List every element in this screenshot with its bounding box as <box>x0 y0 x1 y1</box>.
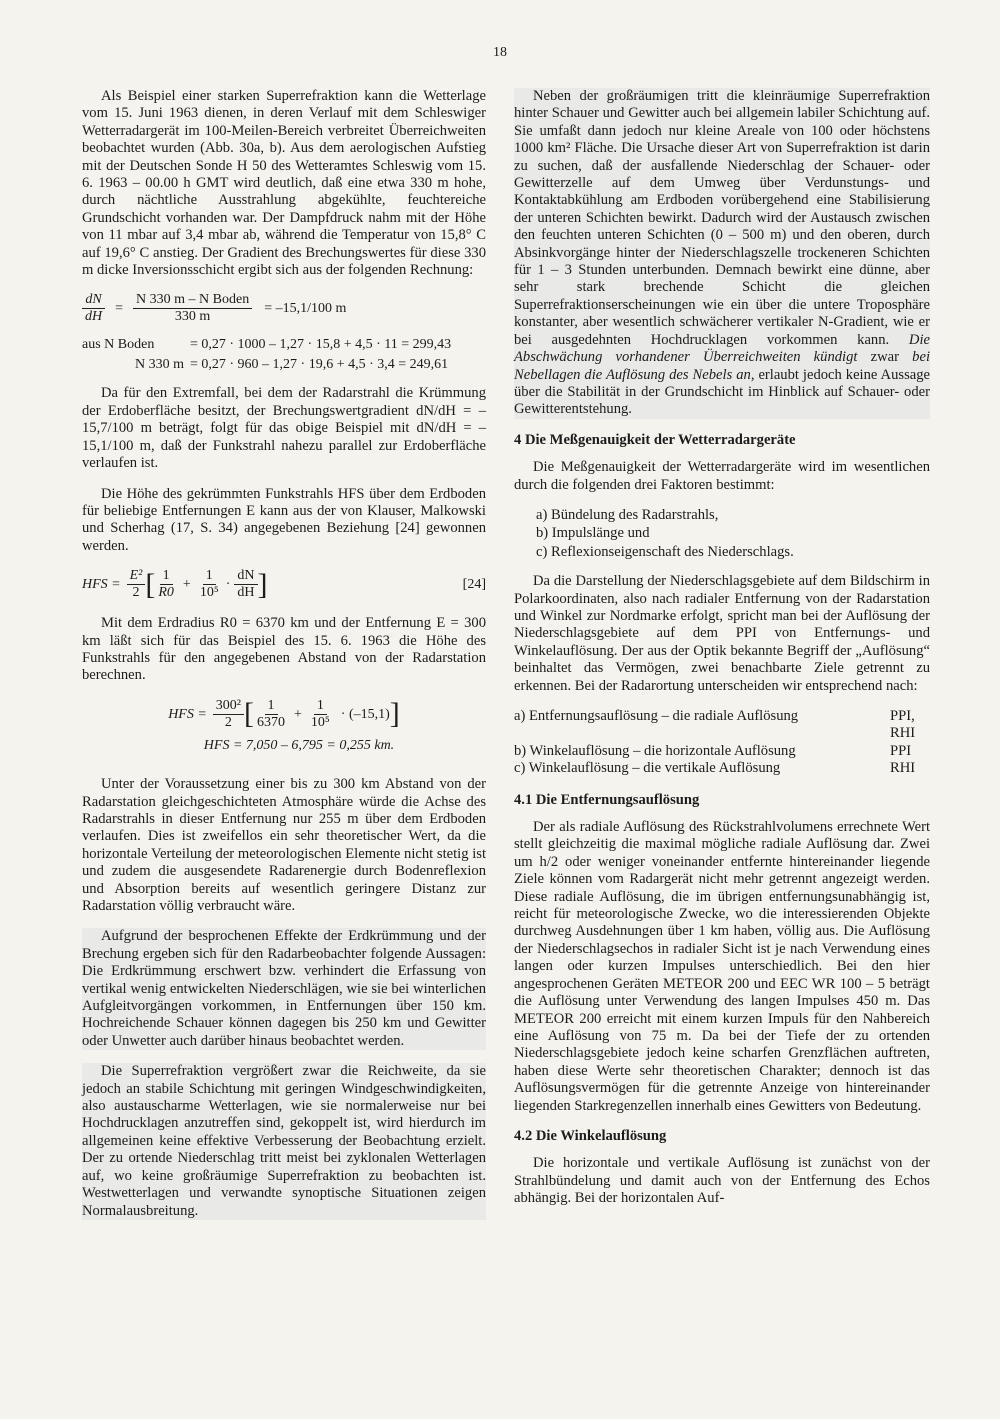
frac-den: 10⁵ <box>310 714 330 730</box>
resolution-list <box>514 708 930 778</box>
formula-example: HFS = $\frac{\text{300²}}{2}$ [ $\frac{1}{6370}$ + $\frac{1}{\text{10⁵}}$ · (–15,1) ] <box>168 697 400 731</box>
calc-expr: = 0,27 · 1000 – 1,27 · 15,8 + 4,5 · 11 = 299,43 <box>190 337 452 353</box>
formula-tail: · (–15,1) <box>340 706 390 722</box>
equation-tag: [24] <box>462 576 486 592</box>
paragraph: Die Höhe des gekrümmten Funkstrahls HFS über dem Erdboden für beliebige Entfernungen E kann aus der von Klauser, Malkowski und Scherhag (17, S. 34) angegebenen Beziehung [24] gewonnen werden. <box>82 485 486 554</box>
formula-result: HFS = 7,050 – 6,795 = 0,255 km. <box>203 737 395 753</box>
frac-num: 1 <box>314 698 327 715</box>
section-heading: 4.1 Die Entfernungsauflösung <box>514 791 700 808</box>
frac-den: dH <box>237 585 255 601</box>
frac-den: dH <box>85 309 103 325</box>
list-item: c) Winkelauflösung – die vertikale Auflösung RHI <box>514 760 916 777</box>
formula-24: HFS = $\frac{\text{E²}}{2}$ [ $\frac{1}{R0}$ + $\frac{1}{\text{10⁵}}$ · $\frac{dN}{dH}$ ] [24] <box>82 567 486 601</box>
paragraph: Da für den Extremfall, bei dem der Radarstrahl die Krümmung der Erdoberfläche besitzt, der Brechungswertgradient dN/dH = –15,7/100 m beträgt, folgt für das obige Beispiel mit dN/dH = –15,1/100 m, daß der Funkstrahl nahezu parallel zur Erdoberfläche verlaufen ist. <box>82 385 486 472</box>
paragraph: Die Meßgenauigkeit der Wetterradargeräte wird im wesentlichen durch die folgenden drei Faktoren bestimmt: <box>514 459 930 493</box>
list-item: b) Impulslänge und <box>536 525 650 542</box>
formula-lhs: HFS = <box>82 576 121 592</box>
calc-label: aus N Boden <box>82 337 155 353</box>
list-item: b) Winkelauflösung – die horizontale Auflösung PPI <box>514 742 912 759</box>
frac-num: E² <box>127 568 146 585</box>
paragraph: Der als radiale Auflösung des Rückstrahlvolumens errechnete Wert stellt gleichzeitig die maximal mögliche radiale Auflösung dar. Zwei um h/2 oder weniger voneinander entfernte hintereinander liegende Ziele können vom Radargerät nicht mehr getrennt angezeigt werden. Diese radiale Auflösung, die im übrigen entfernungsunabhängig ist, reicht für meteorologische Zwecke, wo die interessierenden Objekte durchweg Ausdehnungen über 1 km haben, völlig aus. Die Auflösung der Niederschlagsechos in radialer Sicht ist je nach Verwendung eines langen oder kurzen Impulses unterschiedlich. Bei den hier angesprochenen Geräten METEOR 200 und EEC WR 100 – 5 beträgt die Auflösung unter Verwendung des langen Impulses 450 m. Das METEOR 200 erreicht mit einem kurzen Impuls für den Nahbereich eine Auflösung von 75 m. Da bei der Tiefe der zu ortenden Niederschlagsgebiete jedoch keine scharfen Grenzflächen auftreten, haben diese Werte sehr theoretischen Charakter; dennoch ist das Auflösungsvermögen für die getrennte Anzeige von hintereinander liegenden Starkregenzellen innerhalb eines Gewitters von Bedeutung. <box>514 819 930 1114</box>
calc-expr: = 0,27 · 960 – 1,27 · 19,6 + 4,5 · 3,4 = 249,61 <box>190 357 449 373</box>
paragraph: Da die Darstellung der Niederschlagsgebiete auf dem Bildschirm in Polarkoordinaten, also nach radialer Entfernung von der Radarstation und Winkel zur Nordmarke erfolgt, spricht man bei der Auflösung der Niederschlagsgebiete auf dem PPI von Entfernungs- und Winkelauflösung. Der aus der Optik bekannte Begriff der „Auflösung“ beinhaltet das Vermögen, zwei benachbarte Ziele getrennt zu erkennen. Bei der Radarortung unterscheiden wir entsprechend nach: <box>514 573 930 694</box>
operator: · <box>225 576 231 592</box>
equation-gradient: $\frac{dN}{dH}$ = $\frac{\text{N 330 m – N Boden}}{330 m}$ = –15,1/100 m <box>82 292 486 325</box>
list-item: c) Reflexionseigenschaft des Niederschlags. <box>536 543 794 560</box>
paragraph: Mit dem Erdradius R0 = 6370 km und der Entfernung E = 300 km läßt sich für das Beispiel des 15. 6. 1963 die Höhe des Funkstrahls für den angegebenen Abstand von der Radarstation berechnen. <box>82 615 486 684</box>
frac-num: 300² <box>213 698 244 715</box>
left-column <box>82 88 486 1233</box>
frac-num: dN <box>82 292 104 309</box>
frac-num: 1 <box>265 698 278 715</box>
operator: + <box>294 706 302 722</box>
frac-den: 2 <box>132 585 140 601</box>
right-column <box>514 88 930 1221</box>
paragraph: Die Superrefraktion vergrößert zwar die Reichweite, da sie jedoch an stabile Schichtung mit geringen Windgeschwindigkeiten, also austauscharme Wetterlagen, wie sie normalerweise nur bei Hochdrucklagen anzutreffen sind, gekoppelt ist, wird hierdurch im allgemeinen keine effektive Verbesserung der Beobachtung erzielt. Der zu ortende Niederschlag tritt meist bei zyklonalen Wetterlagen auf, wo keine großräumige Superrefraktion zu beobachten ist. Westwetterlagen und verwandte synoptische Situationen zeigen Normalausbreitung. <box>82 1063 486 1219</box>
frac-num: 1 <box>203 568 216 585</box>
frac-num: dN <box>234 568 257 585</box>
page-number: 18 <box>493 45 507 60</box>
frac-num: 1 <box>160 568 173 585</box>
paragraph: Neben der großräumigen tritt die kleinräumige Superrefraktion hinter Schauer und Gewitter auch bei allgemein labiler Schichtung auf. Sie umfaßt dann jedoch nur kleine Areale von 100 oder höchstens 1000 km² Fläche. Die Ursache dieser Art von Superrefraktion ist darin zu suchen, daß der ausfallende Niederschlag der Schauer- oder Gewitterzelle auf dem Umweg über Verdunstungs- und Kontaktabkühlung am Erdboden vorübergehend eine Stabilisierung der unteren Schichten bewirkt. Dadurch wird der Austausch zwischen den feuchten unteren Schichten (0 – 500 m) und den oberen, durch Absinkvorgänge hinter der Niederschlagszelle trockeneren Schichten für 1 – 3 Stunden unterbunden. Demnach bewirkt eine dünne, aber sehr stark brechende Schicht die gleichen Superrefraktionserscheinungen wie ein über die untere Troposphäre konstanter, aber wesentlich schwächerer vertikaler N-Gradient, wie er bei ausgedehnten Hochdrucklagen vorkommen kann. Die Abschwächung vorhandener Überreichweiten kündigt zwar bei Nebellagen die Auflösung des Nebels an, erlaubt jedoch keine Aussage über die Stabilität in der Grundschicht im Hinblick auf Schauer- oder Gewitterentstehung. <box>514 88 931 418</box>
paragraph: Als Beispiel einer starken Superrefraktion kann die Wetterlage vom 15. Juni 1963 dienen, in deren Verlauf mit dem Schleswiger Wetterradargerät im 100-Meilen-Bereich verbreitet Überreichweiten beobachtet wurden (Abb. 30a, b). Aus dem aerologischen Aufstieg mit der Deutschen Sonde H 50 des Wetteramtes Schleswig vom 15. 6. 1963 – 00.00 h GMT wird deutlich, daß eine etwa 330 m hohe, durch nächtliche Ausstrahlung abgekühlte, feuchtereiche Grundschicht vorhanden war. Der Dampfdruck nahm mit der Höhe von 11 mbar auf 3,4 mbar ab, während die Temperatur von 15,8° C auf 19,6° C anstieg. Der Gradient des Brechungswertes für diese 330 m dicke Inversionsschicht ergibt sich aus der folgenden Rechnung: <box>82 88 486 279</box>
paragraph: Unter der Voraussetzung einer bis zu 300 km Abstand von der Radarstation gleichgeschichteten Atmosphäre würde die Achse des Radarstrahls in dieser Entfernung nur 255 m über dem Erdboden verlaufen. Dies ist zweifellos ein sehr theoretischer Wert, da die horizontale Verteilung der meteorologischen Elemente nicht stetig ist und zudem die ausgesendete Radarenergie durch Bodenreflexion und Absorption bereits auf wesentlich geringere Distanz zur Radarstation völlig verbraucht wäre. <box>82 776 486 914</box>
section-heading: 4.2 Die Winkelauflösung <box>514 1127 667 1144</box>
calc-label: N 330 m <box>135 357 184 373</box>
frac-den: 10⁵ <box>199 585 219 601</box>
equation-result: = –15,1/100 m <box>264 301 347 317</box>
calculation <box>82 335 486 375</box>
list-item: a) Entfernungsauflösung – die radiale Auflösung PPI, RHI <box>514 708 916 742</box>
list-item: a) Bündelung des Radarstrahls, <box>536 506 719 523</box>
formula-lhs: HFS = <box>168 706 207 722</box>
factor-list <box>536 507 930 561</box>
frac-den: 330 m <box>174 309 211 325</box>
frac-den: 6370 <box>257 714 285 730</box>
frac-den: 2 <box>224 714 232 730</box>
frac-den: R0 <box>158 585 174 601</box>
frac-num: N 330 m – N Boden <box>133 292 252 309</box>
operator: + <box>182 576 191 592</box>
section-heading: 4 Die Meßgenauigkeit der Wetterradargeräte <box>514 431 796 448</box>
paragraph: Aufgrund der besprochenen Effekte der Erdkrümmung und der Brechung ergeben sich für den Radarbeobachter folgende Aussagen: Die Erdkrümmung erschwert bzw. verhindert die Erfassung von vertikal wenig entwickelten Niederschlägen, wie sie bei winterlichen Aufgleitvorgängen vorkommen, in Entfernungen über 150 km. Hochreichende Schauer können dagegen bis 250 km und Gewitter oder Unwetter auch darüber hinaus beobachtet werden. <box>82 928 486 1049</box>
paragraph: Die horizontale und vertikale Auflösung ist zunächst von der Strahlbündelung und damit auch von der Entfernung des Echos abhängig. Bei der horizontalen Auf- <box>514 1155 930 1207</box>
